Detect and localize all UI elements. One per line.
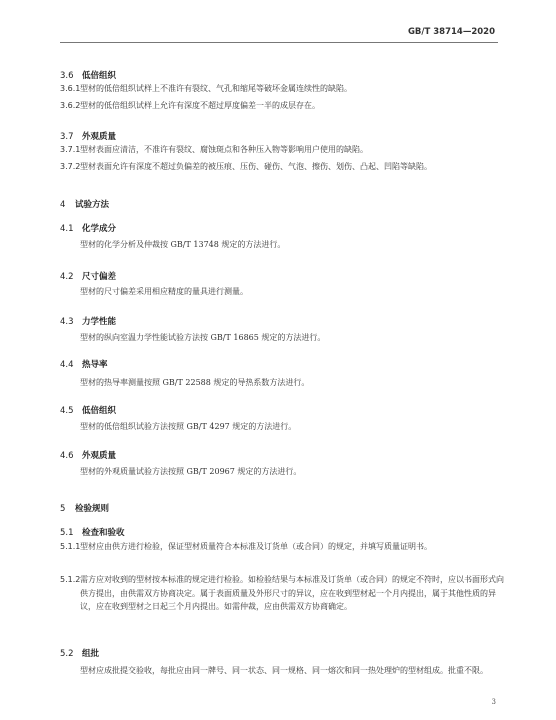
clause-text: 型材表面允许有深度不超过负偏差的被压痕、压伤、碰伤、气泡、擦伤、划伤、凸起、凹陷等缺陷。 [80, 162, 432, 171]
clause-text: 型材的低倍组织试样上允许有深度不超过厚度偏差一半的成层存在。 [80, 101, 320, 110]
clause-number: 3.6.2 [60, 101, 81, 110]
heading-3-7 [60, 124, 500, 143]
heading-title: 检验规则 [75, 504, 110, 514]
paragraph-4-6: 型材的外观质量试验方法按照 GB/T 20967 规定的方法进行。 [80, 467, 302, 476]
heading-title: 化学成分 [82, 224, 117, 234]
clause-text: 型材表面应清洁，不准许有裂纹、腐蚀斑点和各种压入物等影响用户使用的缺陷。 [80, 145, 368, 154]
heading-title: 试验方法 [75, 200, 110, 210]
heading-number: 4.1 [60, 224, 74, 234]
heading-4 [60, 192, 500, 211]
heading-4-1 [60, 216, 500, 235]
heading-title: 外观质量 [82, 132, 117, 142]
clause-text: 型材的低倍组织试样上不准许有裂纹、气孔和缩尾等破坏金属连续性的缺陷。 [80, 84, 352, 93]
heading-title: 组批 [82, 649, 100, 659]
heading-4-6 [60, 443, 500, 462]
heading-5-2 [60, 641, 500, 660]
heading-4-2 [60, 264, 500, 283]
paragraph-4-3: 型材的纵向室温力学性能试验方法按 GB/T 16865 规定的方法进行。 [80, 333, 326, 342]
clause-5-1-2 [60, 573, 504, 614]
heading-5-1 [60, 520, 500, 539]
clause-number: 3.6.1 [60, 84, 81, 93]
paragraph-5-2: 型材应成批提交验收，每批应由同一牌号、同一状态、同一规格、同一熔次和同一热处理炉的型材组成。批重不限。 [80, 666, 488, 675]
heading-title: 低倍组织 [82, 406, 117, 416]
heading-number: 4.2 [60, 272, 74, 282]
heading-4-4 [60, 352, 500, 371]
heading-title: 低倍组织 [82, 71, 117, 81]
heading-number: 3.7 [60, 132, 74, 142]
clause-number: 5.1.2 [60, 575, 81, 584]
heading-number: 4.5 [60, 406, 74, 416]
heading-number: 4.4 [60, 360, 74, 370]
clause-3-6-2 [60, 99, 504, 113]
heading-number: 4.3 [60, 317, 74, 327]
heading-number: 4.6 [60, 451, 74, 461]
clause-number: 3.7.1 [60, 145, 81, 154]
heading-3-6 [60, 63, 500, 82]
heading-title: 力学性能 [82, 317, 117, 327]
heading-title: 检查和验收 [82, 528, 125, 538]
header-rule [60, 42, 498, 43]
clause-5-1-1 [60, 540, 504, 554]
standard-code: GB/T 38714—2020 [407, 27, 495, 37]
clause-3-7-2 [60, 160, 504, 174]
page-number: 3 [491, 698, 496, 706]
clause-text: 需方应对收到的型材按本标准的规定进行检验。如检验结果与本标准及订货单（或合同）的规定不符时，应以书面形式向供方提出，由供需双方协商决定。属于表面质量及外形尺寸的异议，应在收到型材起一个月内提出，属于其他性质的异议，应在收到型材之日起三个月内提出。如需仲裁，应由供需双方协商确定。 [80, 575, 504, 611]
paragraph-4-5: 型材的低倍组织试验方法按照 GB/T 4297 规定的方法进行。 [80, 422, 297, 431]
paragraph-4-2: 型材的尺寸偏差采用相应精度的量具进行测量。 [80, 287, 248, 296]
paragraph-4-4: 型材的热导率测量按照 GB/T 22588 规定的导热系数方法进行。 [80, 378, 310, 387]
heading-number: 3.6 [60, 71, 74, 81]
heading-4-5 [60, 398, 500, 417]
paragraph-4-1: 型材的化学分析及仲裁按 GB/T 13748 规定的方法进行。 [80, 240, 286, 249]
heading-title: 外观质量 [82, 451, 117, 461]
clause-text: 型材应由供方进行检验，保证型材质量符合本标准及订货单（或合同）的规定，并填写质量证明书。 [80, 542, 432, 551]
clause-3-6-1 [60, 82, 504, 96]
clause-number: 5.1.1 [60, 542, 81, 551]
heading-title: 热导率 [82, 360, 108, 370]
clause-number: 3.7.2 [60, 162, 81, 171]
heading-title: 尺寸偏差 [82, 272, 117, 282]
heading-number: 5.1 [60, 528, 74, 538]
heading-number: 5.2 [60, 649, 74, 659]
heading-5 [60, 496, 500, 515]
heading-4-3 [60, 309, 500, 328]
clause-3-7-1 [60, 143, 504, 157]
heading-number: 5 [60, 504, 66, 514]
heading-number: 4 [60, 200, 66, 210]
